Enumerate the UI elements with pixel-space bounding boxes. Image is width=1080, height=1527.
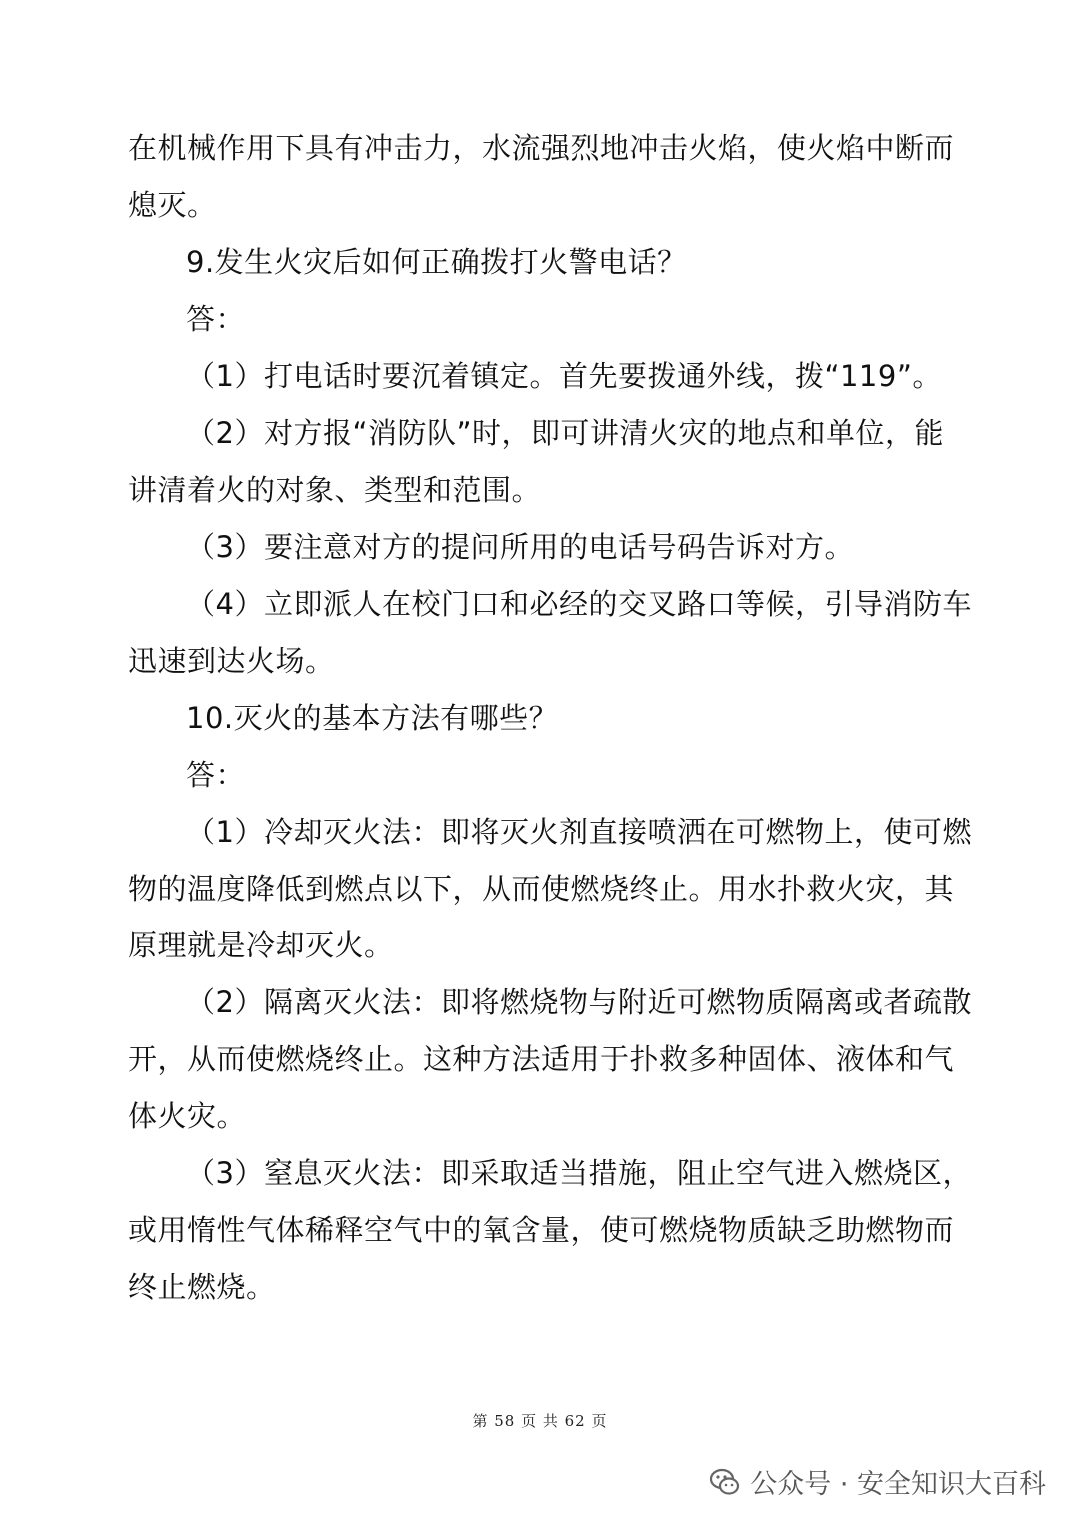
page-number: 第 58 页 共 62 页 bbox=[472, 1412, 608, 1430]
paragraph-line: 讲清着火的对象、类型和范围。 bbox=[128, 473, 542, 507]
paragraph-line: （1）冷却灭火法：即将灭火剂直接喷洒在可燃物上，使可燃 bbox=[186, 815, 972, 849]
paragraph-line: 在机械作用下具有冲击力，水流强烈地冲击火焰，使火焰中断而 bbox=[128, 131, 955, 165]
wechat-icon bbox=[708, 1465, 742, 1499]
paragraph-line: 体火灾。 bbox=[128, 1099, 247, 1133]
watermark bbox=[708, 1462, 1046, 1501]
answer-label: 答： bbox=[186, 302, 246, 336]
paragraph-line: （4）立即派人在校门口和必经的交叉路口等候，引导消防车 bbox=[186, 587, 972, 621]
paragraph-line: （3）窒息灭火法：即采取适当措施，阻止空气进入燃烧区， bbox=[186, 1156, 972, 1190]
question-heading: 10.灭火的基本方法有哪些？ bbox=[186, 701, 559, 735]
paragraph-line: （1）打电话时要沉着镇定。首先要拨通外线，拨“119”。 bbox=[186, 359, 942, 393]
paragraph-line: 或用惰性气体稀释空气中的氧含量，使可燃烧物质缺乏助燃物而 bbox=[128, 1213, 955, 1247]
paragraph-line: 开，从而使燃烧终止。这种方法适用于扑救多种固体、液体和气 bbox=[128, 1042, 955, 1076]
paragraph-line: 熄灭。 bbox=[128, 188, 217, 222]
paragraph-line: （2）隔离灭火法：即将燃烧物与附近可燃物质隔离或者疏散 bbox=[186, 985, 972, 1019]
answer-label: 答： bbox=[186, 758, 246, 792]
paragraph-line: （2）对方报“消防队”时，即可讲清火灾的地点和单位，能 bbox=[186, 416, 944, 450]
paragraph-line: 终止燃烧。 bbox=[128, 1270, 276, 1304]
watermark-text: 公众号 · 安全知识大百科 bbox=[750, 1469, 1046, 1500]
paragraph-line: 物的温度降低到燃点以下，从而使燃烧终止。用水扑救火灾，其 bbox=[128, 872, 955, 906]
paragraph-line: （3）要注意对方的提问所用的电话号码告诉对方。 bbox=[186, 530, 854, 564]
paragraph-line: 迅速到达火场。 bbox=[128, 644, 335, 678]
question-heading: 9.发生火灾后如何正确拨打火警电话？ bbox=[186, 245, 687, 279]
paragraph-line: 原理就是冷却灭火。 bbox=[128, 928, 394, 962]
